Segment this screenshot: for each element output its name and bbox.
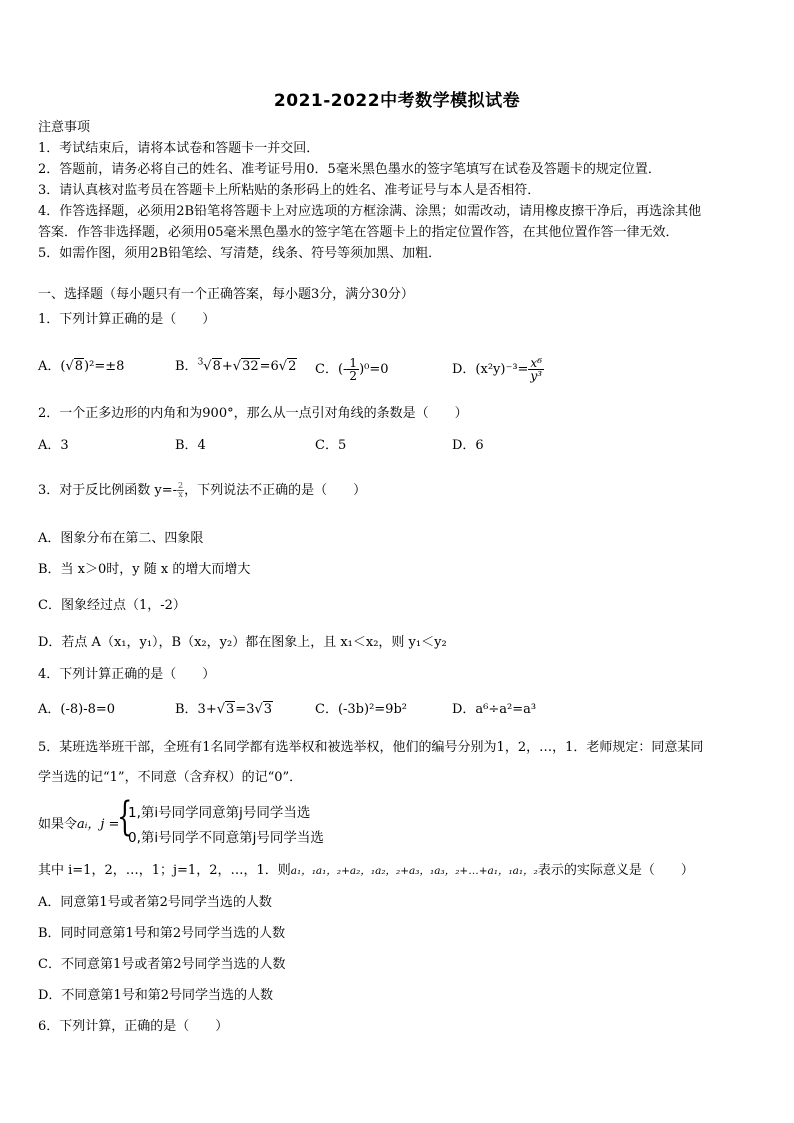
question-5-stem-line2: 学当选的记“1”，不同意（含弃权）的记“0”． bbox=[38, 770, 303, 785]
question-1-option-a: A．(√8)²=±8 bbox=[38, 359, 125, 374]
question-4-option-d: D．a⁶÷a²=a³ bbox=[452, 702, 537, 717]
question-2-option-b: B．4 bbox=[175, 438, 206, 453]
section-heading: 一、选择题（每小题只有一个正确答案，每小题3分，满分30分） bbox=[38, 287, 414, 302]
question-4-option-b: B．3+√3=3√3 bbox=[175, 702, 273, 717]
notice-item-1: 1．考试结束后，请将本试卷和答题卡一并交回． bbox=[38, 141, 320, 156]
page-title: 2021-2022中考数学模拟试卷 bbox=[273, 91, 521, 111]
question-5-option-a: A．同意第1号或者第2号同学当选的人数 bbox=[38, 895, 272, 910]
question-4-stem: 4．下列计算正确的是（ ） bbox=[38, 667, 216, 682]
question-5-case-2: 0,第i号同学不同意第j号同学当选 bbox=[128, 830, 324, 846]
question-5-stem-line1: 5．某班选举班干部，全班有1名同学都有选举权和被选举权，他们的编号分别为1，2，…，1．老师规定：同意某同 bbox=[38, 740, 704, 755]
question-3-option-c: C．图象经过点（1，-2） bbox=[38, 598, 186, 613]
notice-item-5: 5．如需作图，须用2B铅笔绘、写清楚，线条、符号等须加黑、加粗． bbox=[38, 246, 442, 261]
question-1-option-d: D．(x²y)⁻³= $\frac{\text{x⁶}}{\text{y³}}$ bbox=[452, 356, 543, 383]
question-3-option-b: B．当 x＞0时，y 随 x 的增大而增大 bbox=[38, 562, 251, 577]
notice-item-4: 4．作答选择题，必须用2B铅笔将答题卡上对应选项的方框涂满、涂黑；如需改动，请用橡皮擦干净后，再选涂其他 bbox=[38, 204, 702, 219]
question-5-stem-line3: 其中 i=1，2，…，1；j=1，2，…，1．则a₁，₁a₁，₂+a₂，₁a₂，₂+a₃，₁a₃，₂+…+a₁，₁a₁，₂表示的实际意义是（ ） bbox=[38, 863, 694, 878]
question-4-option-c: C．(-3b)²=9b² bbox=[315, 702, 407, 717]
case-brace: { bbox=[117, 794, 133, 840]
question-3-option-a: A．图象分布在第二、四象限 bbox=[38, 531, 204, 546]
question-2-option-a: A．3 bbox=[38, 438, 69, 453]
question-4-option-a: A．(-8)-8=0 bbox=[38, 702, 116, 717]
question-3-stem: 3．对于反比例函数 y=- $\frac{2}{x}$ ，下列说法不正确的是（ ） bbox=[38, 481, 367, 499]
question-1-option-b: B．$^3$√8+√32=6√2 bbox=[175, 357, 297, 374]
notice-item-2: 2．答题前，请务必将自己的姓名、准考证号用0．5毫米黑色墨水的签字笔填写在试卷及答题卡的规定位置． bbox=[38, 162, 661, 177]
notice-heading: 注意事项 bbox=[38, 120, 91, 135]
question-3-option-d: D．若点 A（x₁，y₁），B（x₂，y₂）都在图象上，且 x₁＜x₂，则 y₁＜y₂ bbox=[38, 635, 447, 650]
question-6-stem: 6．下列计算，正确的是（ ） bbox=[38, 1019, 229, 1034]
question-2-option-d: D．6 bbox=[452, 438, 484, 453]
question-2-stem: 2．一个正多边形的内角和为900°，那么从一点引对角线的条数是（ ） bbox=[38, 406, 468, 421]
question-5-option-c: C．不同意第1号或者第2号同学当选的人数 bbox=[38, 957, 286, 972]
question-1-stem: 1．下列计算正确的是（ ） bbox=[38, 312, 216, 327]
question-5-definition: 如果令aᵢ，j = bbox=[38, 817, 120, 832]
question-2-option-c: C．5 bbox=[315, 438, 347, 453]
notice-item-4-cont: 答案．作答非选择题，必须用05毫米黑色墨水的签字笔在答题卡上的指定位置作答，在其他位置作答一律无效． bbox=[38, 225, 679, 240]
question-5-case-1: 1,第i号同学同意第j号同学当选 bbox=[128, 805, 311, 821]
question-1-option-c: C．(- $\frac{1}{2}$ )⁰=0 bbox=[315, 356, 389, 383]
notice-item-3: 3．请认真核对监考员在答题卡上所粘贴的条形码上的姓名、准考证号与本人是否相符． bbox=[38, 183, 541, 198]
question-5-option-d: D．不同意第1号和第2号同学当选的人数 bbox=[38, 988, 273, 1003]
question-5-option-b: B．同时同意第1号和第2号同学当选的人数 bbox=[38, 926, 286, 941]
